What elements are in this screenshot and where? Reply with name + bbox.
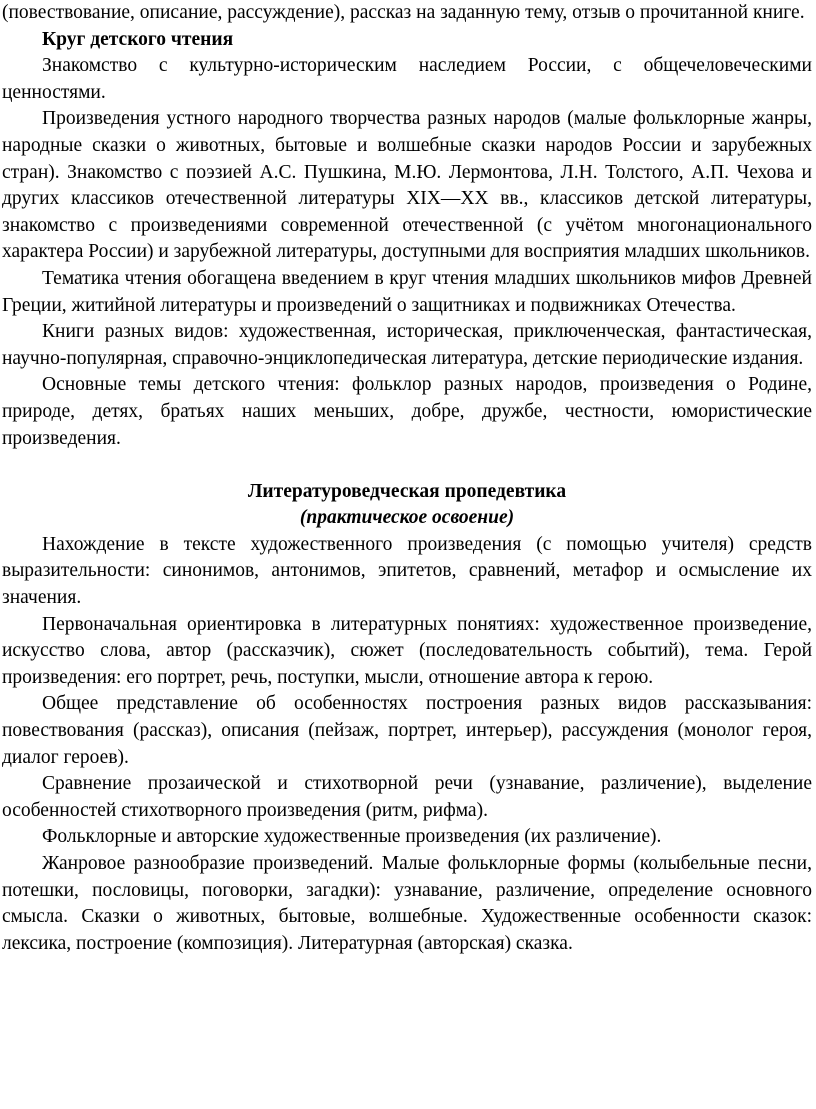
paragraph: Общее представление об особенностях построения разных видов рассказывания: повествования (рассказ), описания (пейзаж, портрет, интерьер), рассуждения (монолог героя, диалог героев). [2, 693, 812, 768]
document-page [2, 0, 812, 957]
section-title: Литературоведческая пропедевтика [247, 480, 567, 502]
paragraph: Сравнение прозаической и стихотворной речи (узнавание, различение), выделение особенностей стихотворного произведения (ритм, рифма). [2, 773, 812, 821]
paragraph: Фольклорные и авторские художественные произведения (их различение). [42, 826, 662, 848]
paragraph: Нахождение в тексте художественного произведения (с помощью учителя) средств выразительности: синонимов, антонимов, эпитетов, сравнений, метафор и осмысление их значения. [2, 533, 812, 609]
section-subtitle: (практическое освоение) [299, 507, 515, 529]
paragraph: Первоначальная ориентировка в литературных понятиях: художественное произведение, искусство слова, автор (рассказчик), сюжет (последовательность событий), тема. Герой произведения: его портрет, речь, поступки, мысли, отношение автора к герою. [2, 613, 812, 688]
blank-line [2, 452, 812, 479]
paragraph: Произведения устного народного творчества разных народов (малые фольклорные жанры, народные сказки о животных, бытовые и волшебные сказки народов России и зарубежных стран). Знакомство с поэзией А.С. Пушкина, М.Ю. Лермонтова, Л.Н. Толстого, А.П. Чехова и других классиков отечественной литературы XIX—XX вв., классиков детской литературы, знакомство с произведениями современной отечественной (с учётом многонационального характера России) и зарубежной литературы, доступными для восприятия младших школьников. [2, 108, 812, 263]
paragraph-continuation: (повествование, описание, рассуждение), рассказ на заданную тему, отзыв о прочитанной книге. [2, 2, 805, 23]
paragraph: Основные темы детского чтения: фольклор разных народов, произведения о Родине, природе, детях, братьях наших меньших, добре, дружбе, честности, юмористические произведения. [2, 374, 812, 449]
paragraph: Тематика чтения обогащена введением в круг чтения младших школьников мифов Древней Греции, житийной литературы и произведений о защитниках и подвижниках Отечества. [2, 267, 812, 316]
paragraph: Жанровое разнообразие произведений. Малые фольклорные формы (колыбельные песни, потешки, пословицы, поговорки, загадки): узнавание, различение, определение основного смысла. Сказки о животных, бытовые, волшебные. Художественные особенности сказок: лексика, построение (композиция). Литературная (авторская) сказка. [2, 853, 812, 954]
paragraph: Знакомство с культурно-историческим наследием России, с общечеловеческими ценностями. [2, 55, 812, 103]
paragraph: Книги разных видов: художественная, историческая, приключенческая, фантастическая, научно-популярная, справочно-энциклопедическая литература, детские периодические издания. [2, 321, 812, 369]
heading-reading-circle: Круг детского чтения [42, 28, 234, 50]
